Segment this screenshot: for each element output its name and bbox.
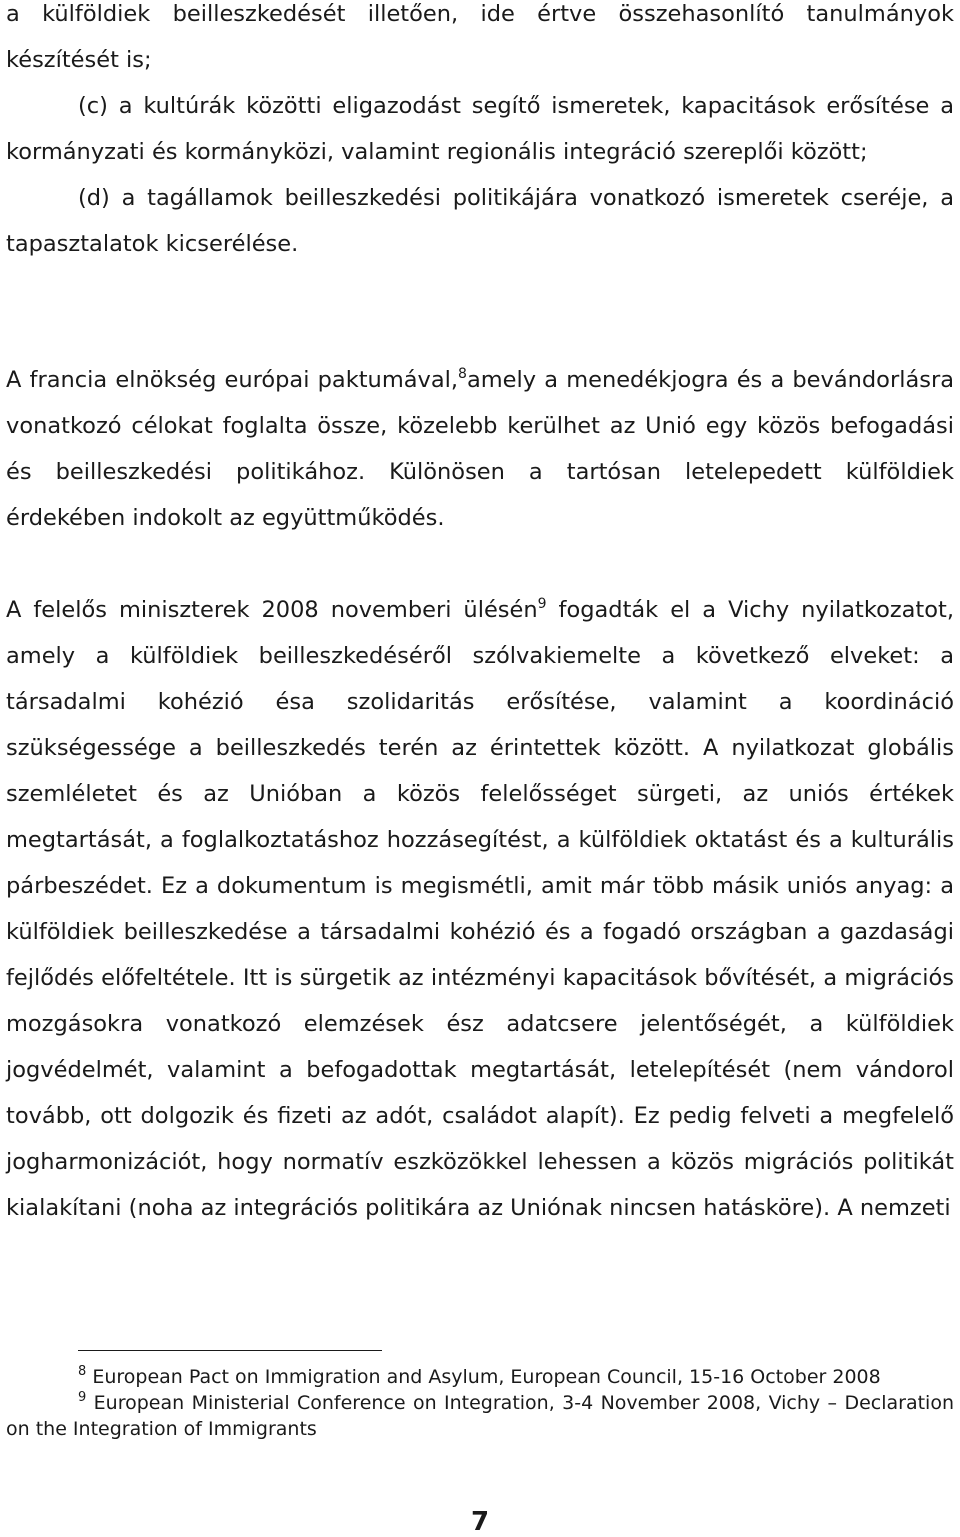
paragraph-text-rest: amely a menedékjogra és a bevándorlásra vonatkozó célokat foglalta össze, közelebb kerülhet az Unió egy közös befogadási és beilleszkedési politikához. Különösen a tartósan letelepedett külföldiek érdekében indokolt az együttműködés. xyxy=(6,367,954,531)
footnote-number: 8 xyxy=(78,1364,87,1379)
footnotes xyxy=(6,1364,954,1442)
footnote-separator xyxy=(78,1350,382,1351)
page-number: 7 xyxy=(470,1507,490,1537)
paragraph-text xyxy=(6,357,954,541)
intro-block xyxy=(6,0,954,267)
list-item-c: (c) a kultúrák közötti eligazodást segítő ismeretek, kapacitások erősítése a kormányzati és kormányközi, valamint regionális integráció szereplői között; xyxy=(6,93,954,165)
footnote-text: European Pact on Immigration and Asylum, European Council, 15-16 October 2008 xyxy=(86,1366,881,1388)
footnote-number: 9 xyxy=(78,1390,87,1405)
footnote-ref-9[interactable]: 9 xyxy=(537,596,547,612)
list-item-d: (d) a tagállamok beilleszkedési politikájára vonatkozó ismeretek cseréje, a tapasztalatok kicserélése. xyxy=(6,185,954,257)
paragraph-vichy-declaration xyxy=(6,587,954,1231)
paragraph-french-presidency xyxy=(6,357,954,541)
paragraph-text-rest: fogadták el a Vichy nyilatkozatot, amely a külföldiek beilleszkedéséről szólvakiemelte a következő elveket: a társadalmi kohézió ésa szolidaritás erősítése, valamint a koordináció szükségessége a beilleszkedés terén az érintettek között. A nyilatkozat globális szemléletet és az Unióban a közös felelősséget sürgeti, az uniós értékek megtartását, a foglalkoztatáshoz hozzásegítést, a külföldiek oktatást és a kulturális párbeszédet. Ez a dokumentum is megismétli, amit már több másik uniós anyag: a külföldiek beilleszkedése a társadalmi kohézió és a fogadó országban a gazdasági fejlődés előfeltétele. Itt is sürgetik az intézményi kapacitások bővítését, a migrációs mozgásokra vonatkozó elemzések ész adatcsere jelentőségét, a külföldiek jogvédelmét, valamint a befogadottak megtartását, letelepítését (nem vándorol tovább, ott dolgozik és fizeti az adót, családot alapít). Ez pedig felveti a megfelelő jogharmonizációt, hogy normatív eszközökkel lehessen a közös migrációs politikát kialakítani (noha az integrációs politikára az Uniónak nincsen hatásköre). A nemzeti xyxy=(6,597,954,1221)
paragraph-text-start: A felelős miniszterek 2008 novemberi ülésén xyxy=(6,597,538,623)
footnote-9 xyxy=(6,1390,954,1442)
footnote-ref-8[interactable]: 8 xyxy=(458,366,467,382)
footnote-text: European Ministerial Conference on Integration, 3-4 November 2008, Vichy – Declaration on the Integration of Immigrants xyxy=(6,1392,954,1440)
footnote-8 xyxy=(6,1364,954,1390)
paragraph-text xyxy=(6,587,954,1231)
paragraph-text-start: A francia elnökség európai paktumával, xyxy=(6,367,459,393)
intro-continuation: a külföldiek beilleszkedését illetően, ide értve összehasonlító tanulmányok készítését is; xyxy=(6,1,954,73)
